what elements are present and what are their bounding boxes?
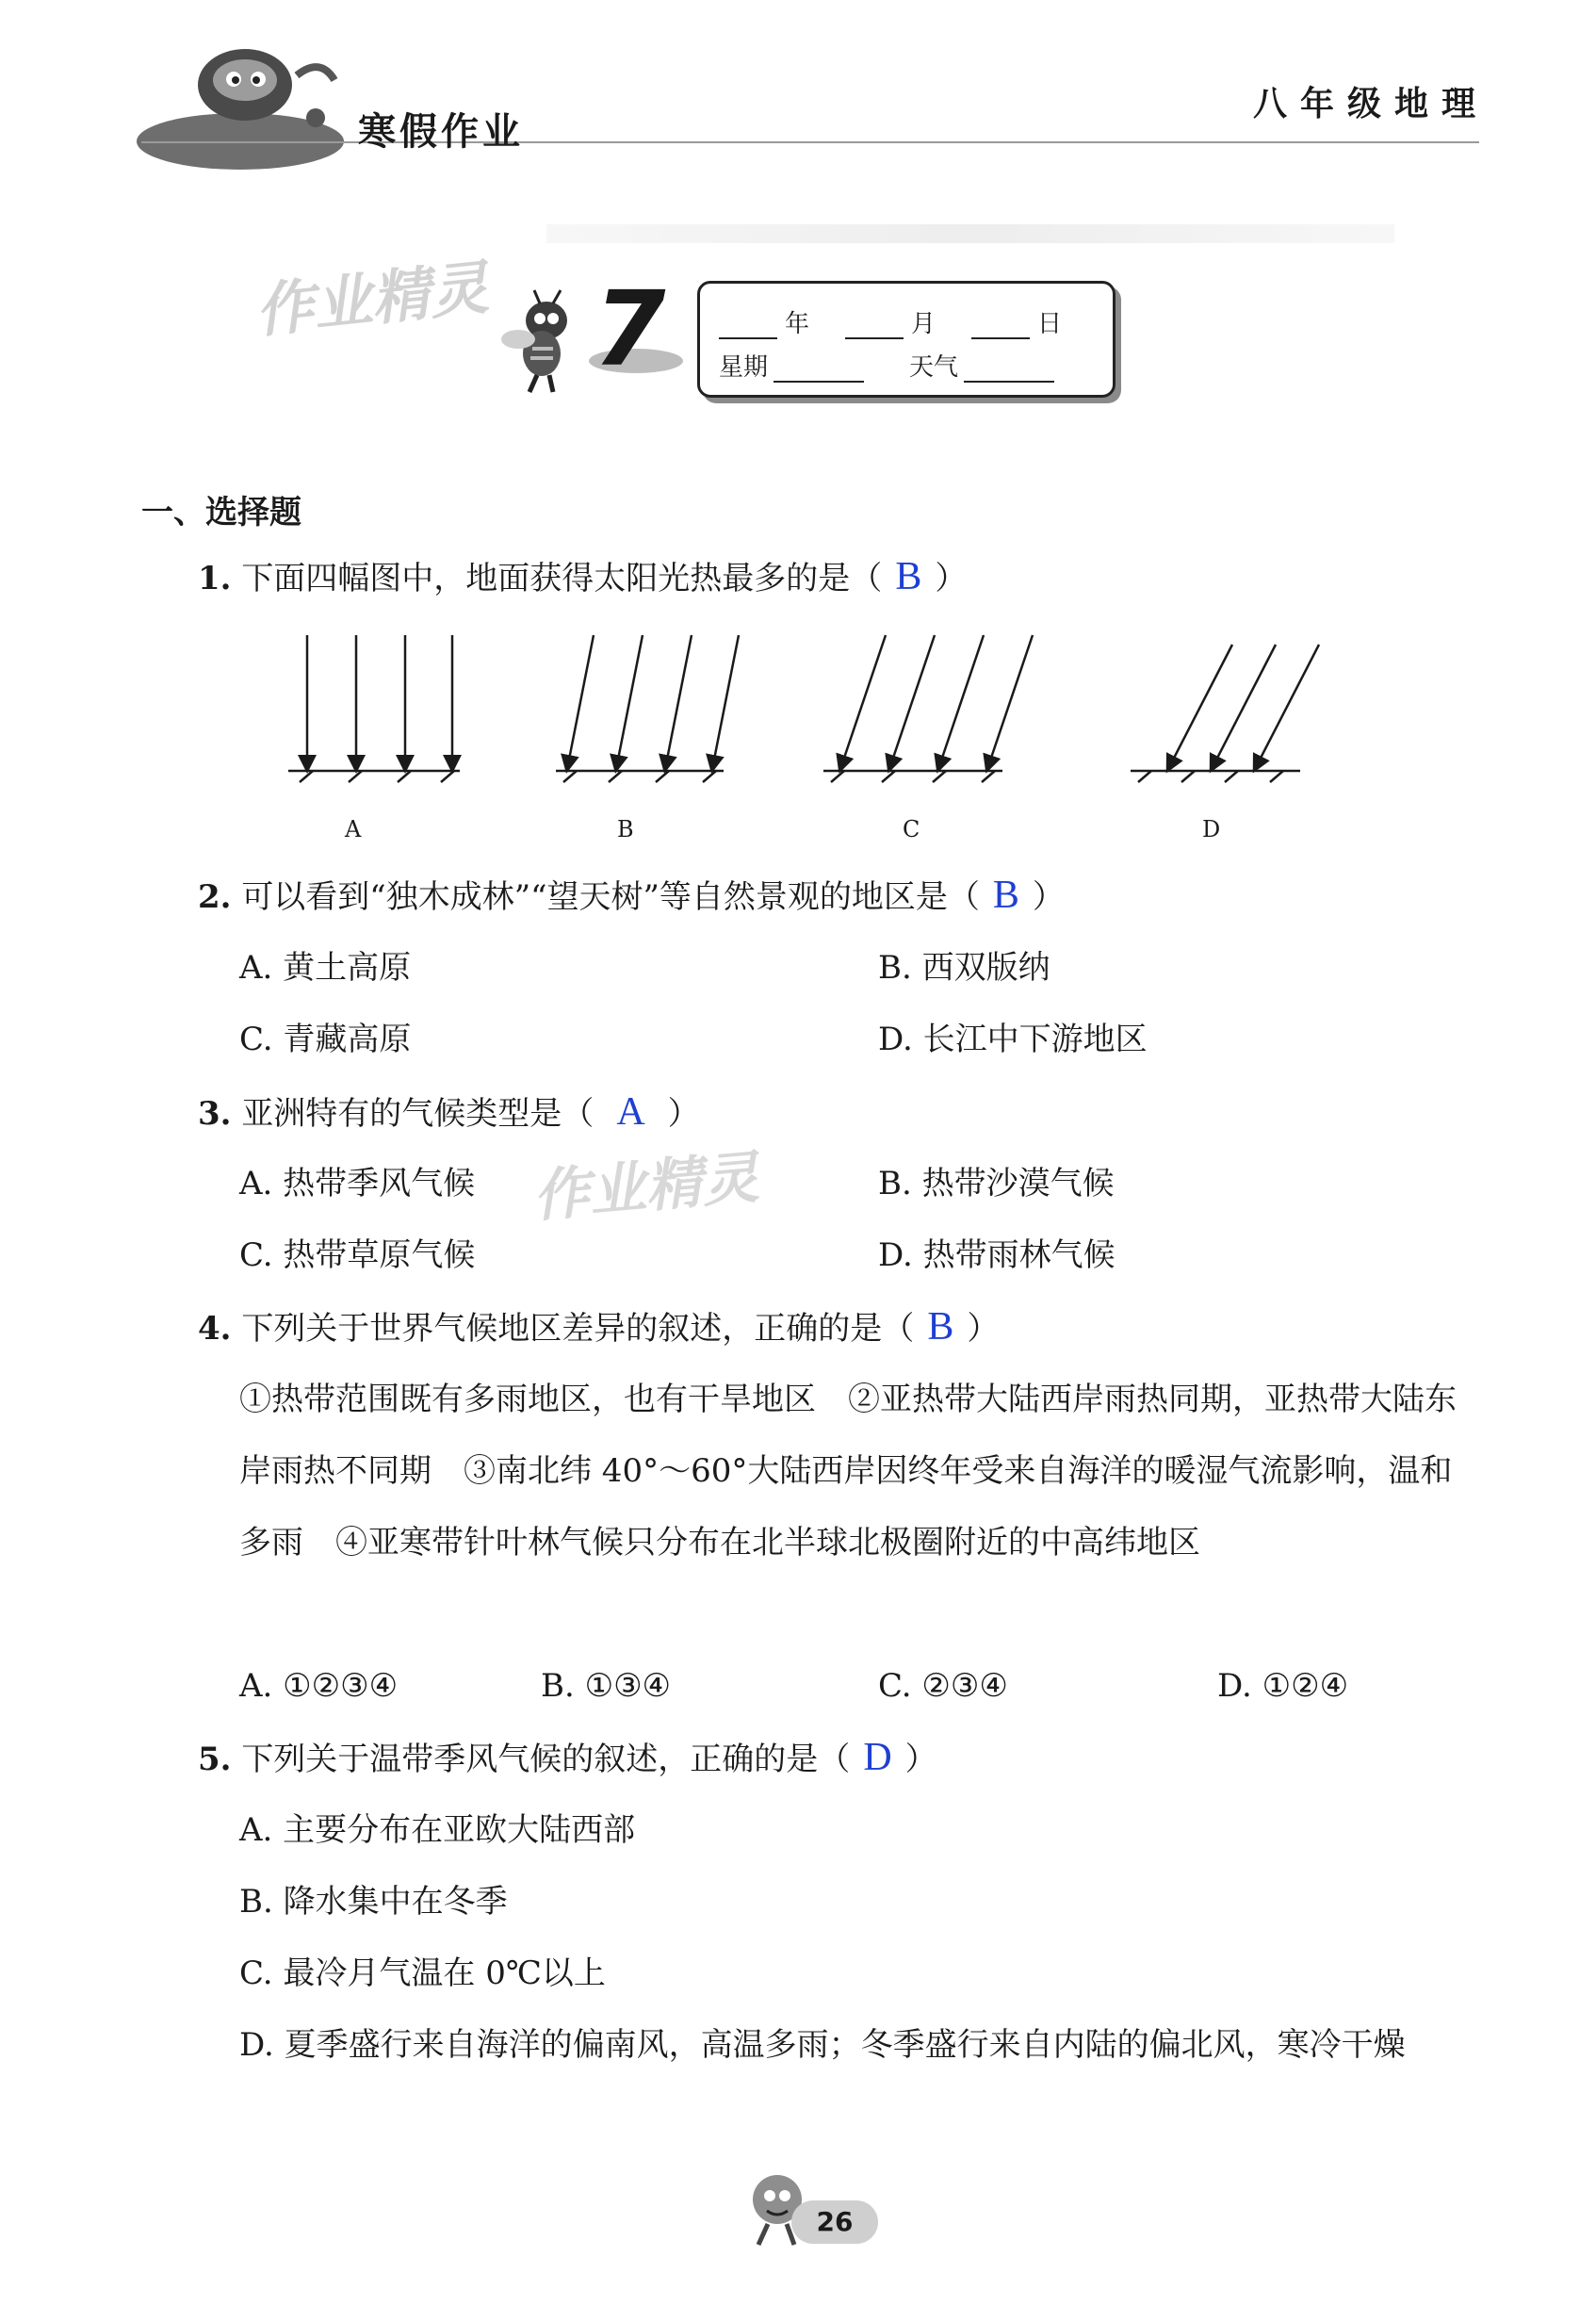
answer-mark: B	[992, 874, 1019, 917]
question-text: 亚洲特有的气候类型是（	[241, 1095, 594, 1133]
question-close: ）	[667, 1095, 700, 1133]
weather-label: 天气	[909, 353, 959, 382]
option-c[interactable]: C. 青藏高原	[239, 1021, 412, 1058]
header-title: 寒假作业	[358, 110, 524, 154]
year-label: 年	[785, 310, 810, 338]
option-b[interactable]: B. 降水集中在冬季	[239, 1883, 508, 1921]
diagram-c	[823, 635, 1033, 782]
answer-mark: B	[895, 555, 922, 598]
date-weather-box	[697, 281, 1116, 398]
option-d[interactable]: D. 夏季盛行来自海洋的偏南风，高温多雨；冬季盛行来自内陆的偏北风，寒冷干燥	[239, 2026, 1406, 2064]
diagram-label-d: D	[1202, 816, 1221, 842]
weekday-blank[interactable]	[774, 358, 864, 383]
month-label: 月	[911, 310, 936, 338]
watermark-middle: 作业精灵	[529, 1144, 762, 1231]
section-title: 一、选择题	[141, 494, 301, 531]
option-d[interactable]: D. 热带雨林气候	[878, 1236, 1116, 1274]
sunlight-angle-diagrams	[273, 622, 1338, 792]
bee-mascot-icon	[495, 283, 589, 396]
question-number: 3.	[198, 1095, 232, 1133]
option-a[interactable]: A. 黄土高原	[239, 949, 412, 987]
option-a[interactable]: A. ①②③④	[239, 1667, 399, 1705]
option-a[interactable]: A. 主要分布在亚欧大陆西部	[239, 1811, 636, 1849]
question-number: 5.	[198, 1741, 232, 1778]
day-blank[interactable]	[971, 315, 1030, 339]
header-divider	[141, 141, 1479, 143]
header-mascot-illustration	[132, 38, 358, 179]
question-text: 下列关于温带季风气候的叙述，正确的是（	[241, 1741, 851, 1778]
question-text: 下列关于世界气候地区差异的叙述，正确的是（	[241, 1310, 915, 1348]
question-4	[198, 1306, 999, 1349]
weekday-label: 星期	[719, 353, 769, 382]
weather-blank[interactable]	[964, 358, 1054, 383]
question-4-statements: ①热带范围既有多雨地区，也有干旱地区 ②亚热带大陆西岸雨热同期，亚热带大陆东岸雨热不同期 ③南北纬 40°～60°大陆西岸因终年受来自海洋的暖湿气流影响，温和多雨 ④亚寒带针叶林气候只分布在北半球北极圈附近的中高纬地区	[239, 1381, 1457, 1562]
watermark-top: 作业精灵	[252, 253, 492, 346]
page-number: 26	[791, 2200, 878, 2244]
diagram-b	[556, 635, 739, 782]
month-blank[interactable]	[845, 315, 904, 339]
year-blank[interactable]	[719, 315, 777, 339]
question-text: 下面四幅图中，地面获得太阳光热最多的是（	[241, 560, 883, 597]
option-c[interactable]: C. 热带草原气候	[239, 1236, 476, 1274]
question-number: 4.	[198, 1310, 232, 1348]
option-d[interactable]: D. 长江中下游地区	[878, 1021, 1148, 1058]
question-1	[198, 556, 967, 599]
diagram-label-b: B	[617, 816, 634, 842]
diagram-d	[1131, 645, 1319, 782]
question-text: 可以看到“独木成林”“望天树”等自然景观的地区是（	[241, 878, 980, 916]
option-b[interactable]: B. 西双版纳	[878, 949, 1050, 987]
lesson-number: 7	[594, 269, 666, 389]
option-a[interactable]: A. 热带季风气候	[239, 1165, 476, 1202]
question-close: ）	[935, 560, 968, 597]
header-subject: 八年级地理	[1253, 85, 1490, 123]
option-d[interactable]: D. ①②④	[1217, 1667, 1349, 1705]
option-b[interactable]: B. 热带沙漠气候	[878, 1165, 1115, 1202]
day-label: 日	[1037, 310, 1063, 338]
diagram-label-c: C	[903, 816, 920, 842]
question-2	[198, 875, 1065, 918]
answer-mark: D	[863, 1736, 892, 1779]
question-number: 1.	[198, 560, 232, 597]
diagram-a	[288, 635, 460, 782]
question-number: 2.	[198, 878, 232, 916]
question-close: ）	[904, 1741, 937, 1778]
question-close: ）	[967, 1310, 1000, 1348]
answer-mark: A	[616, 1090, 645, 1134]
question-3	[198, 1091, 700, 1135]
answer-mark: B	[927, 1305, 954, 1349]
option-c[interactable]: C. ②③④	[878, 1667, 1008, 1705]
faded-strip	[546, 224, 1394, 243]
question-5	[198, 1737, 937, 1780]
option-b[interactable]: B. ①③④	[541, 1667, 672, 1705]
question-close: ）	[1032, 878, 1065, 916]
diagram-label-a: A	[345, 816, 362, 842]
option-c[interactable]: C. 最冷月气温在 0℃以上	[239, 1954, 606, 1992]
